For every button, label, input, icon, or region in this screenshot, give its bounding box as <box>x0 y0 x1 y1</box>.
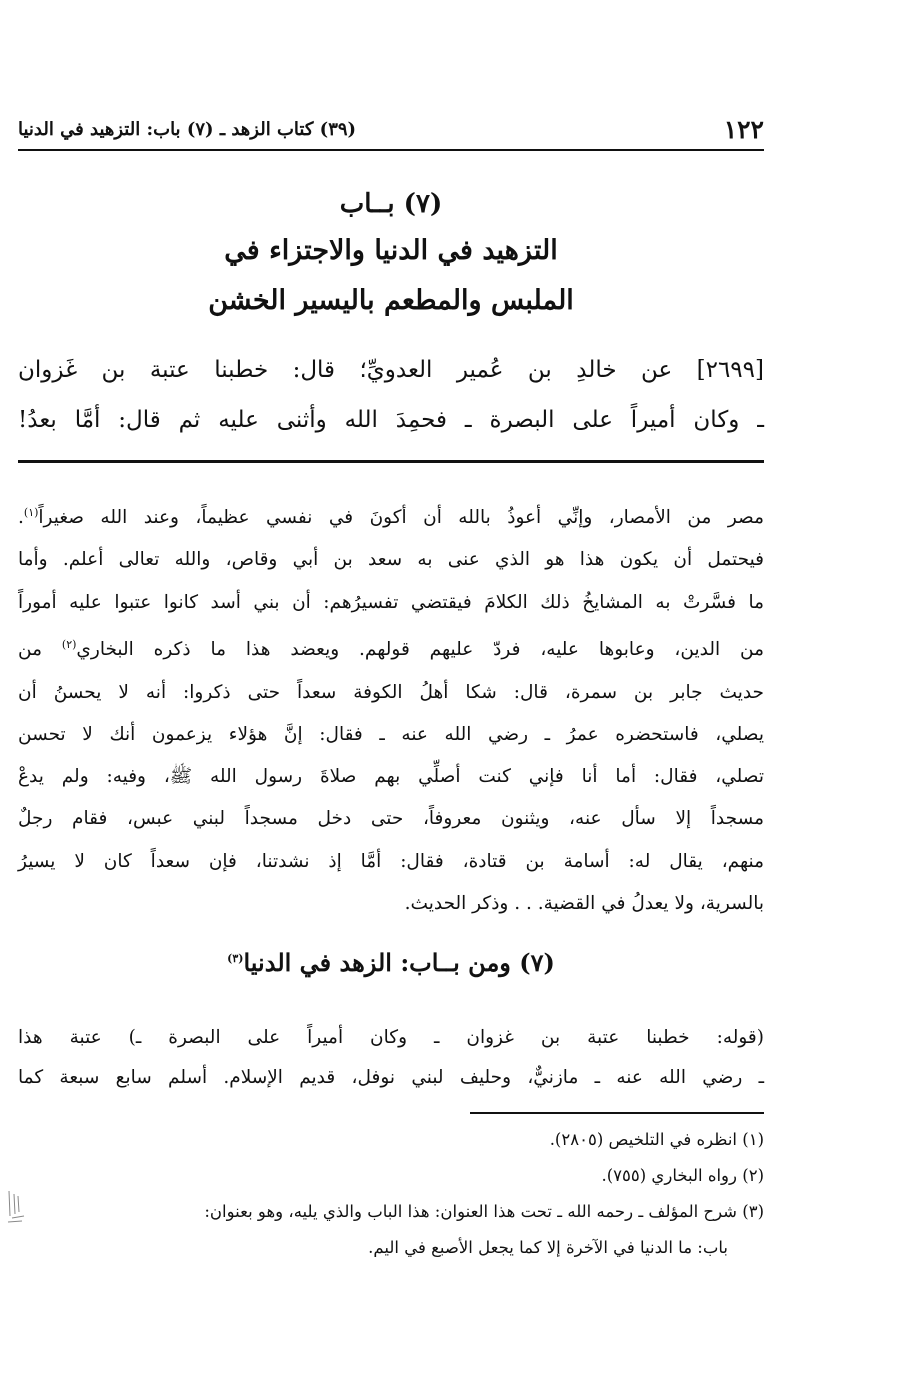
footnote-ref-3[interactable]: (٣) <box>227 952 244 965</box>
footnote-3-line-1: (٣) شرح المؤلف ـ رحمه الله ـ تحت هذا العنوان: هذا الباب والذي يليه، وهو بعنوان: <box>204 1202 764 1221</box>
running-title: (٣٩) كتاب الزهد ـ (٧) باب: التزهيد في الدنيا <box>18 118 357 140</box>
commentary-line-3: ما فسَّرتْ به المشايخُ ذلك الكلامَ فيقتضي تفسيرُهم: أن بني أسد كانوا عتبوا عليه أموراً <box>18 591 764 613</box>
footnote-ref-2[interactable]: (٢) <box>61 638 77 652</box>
commentary-line-4 <box>18 624 764 671</box>
footnote-2: (٢) رواه البخاري (٧٥٥). <box>601 1166 764 1185</box>
footnotes <box>18 1122 764 1266</box>
hadith-line-2: ـ وكان أميراً على البصرة ـ فحمِدَ الله وأثنى عليه ثم قال: أمَّا بعدُ! <box>18 407 764 433</box>
commentary-line-5: حديث جابر بن سمرة، قال: شكا أهلُ الكوفة سعداً حتى ذكروا: أنه لا يحسنُ أن <box>18 681 764 703</box>
commentary-line-tail: من <box>18 639 42 661</box>
page-number: ١٢٢ <box>723 114 764 144</box>
hadith-text <box>18 345 764 445</box>
footnote-divider <box>470 1112 764 1114</box>
chapter-title-line-2: الملبس والمطعم باليسير الخشن <box>208 285 574 316</box>
commentary-line-10: بالسرية، ولا يعدلُ في القضية. . . وذكر الحديث. <box>404 892 764 914</box>
commentary-line-6: يصلي، فاستحضره عمرُ ـ رضي الله عنه ـ فقال: إنَّ هؤلاء يزعمون أنك لا تحسن <box>18 723 764 745</box>
explanation-line-1: (قوله: خطبنا عتبة بن غزوان ـ وكان أميراً على البصرة ـ) عتبة هذا <box>18 1027 764 1048</box>
commentary-line-tail: . <box>18 507 24 529</box>
explanation-line-2: ـ رضي الله عنه ـ مازنيٌّ، وحليف لبني نوفل، قديم الإسلام. أسلم سابع سبعة كما <box>18 1067 764 1088</box>
margin-scribble-icon <box>4 1186 34 1226</box>
chapter-title-line-1: التزهيد في الدنيا والاجتزاء في <box>224 235 558 266</box>
commentary-text <box>18 492 764 925</box>
commentary-line-8: مسجداً إلا سأل عنه، ويثنون معروفاً، حتى دخل مسجداً لبني عبس، فقام رجلٌ <box>18 808 764 830</box>
chapter-heading <box>18 182 764 326</box>
section-divider <box>18 460 764 463</box>
footnote-ref-1[interactable]: (١) <box>23 506 39 519</box>
chapter-number: (٧) بــاب <box>339 189 443 219</box>
header-rule <box>18 149 764 151</box>
hadith-line-1: [٢٦٩٩] عن خالدِ بن عُمير العدويِّ؛ قال: خطبنا عتبة بن غَزوان <box>18 357 764 383</box>
footnote-3-line-2: باب: ما الدنيا في الآخرة إلا كما يجعل الأصبع في اليم. <box>368 1238 728 1257</box>
commentary-line-1 <box>18 492 764 539</box>
commentary-line-2: فيحتمل أن يكون هذا هو الذي عنى به سعد بن أبي وقاص، والله تعالى أعلم. وأما <box>18 549 764 571</box>
explanation-text <box>18 1018 764 1098</box>
section-subheading <box>18 948 764 977</box>
commentary-line-text: من الدين، وعابوها عليه، فردّ عليهم قولهم. ويعضد هذا ما ذكره البخاري <box>76 639 764 661</box>
page-header <box>18 112 764 146</box>
commentary-line-7: تصلي، فقال: أما أنا فإني كنت أصلِّي بهم صلاةَ رسول الله ﷺ، وفيه: ولم يدعْ <box>18 766 764 788</box>
subheading-text: (٧) ومن بــاب: الزهد في الدنيا <box>243 948 555 977</box>
footnote-1: (١) انظره في التلخيص (٢٨٠٥). <box>549 1130 764 1149</box>
commentary-line-text: مصر من الأمصار، وإنِّي أعوذُ بالله أن أكونَ في نفسي عظيماً، وعند الله صغيراً <box>38 507 764 529</box>
commentary-line-9: منهم، يقال له: أسامة بن قتادة، فقال: أمَّا إذ نشدتنا، فإن سعداً كان لا يسيرُ <box>18 850 764 872</box>
